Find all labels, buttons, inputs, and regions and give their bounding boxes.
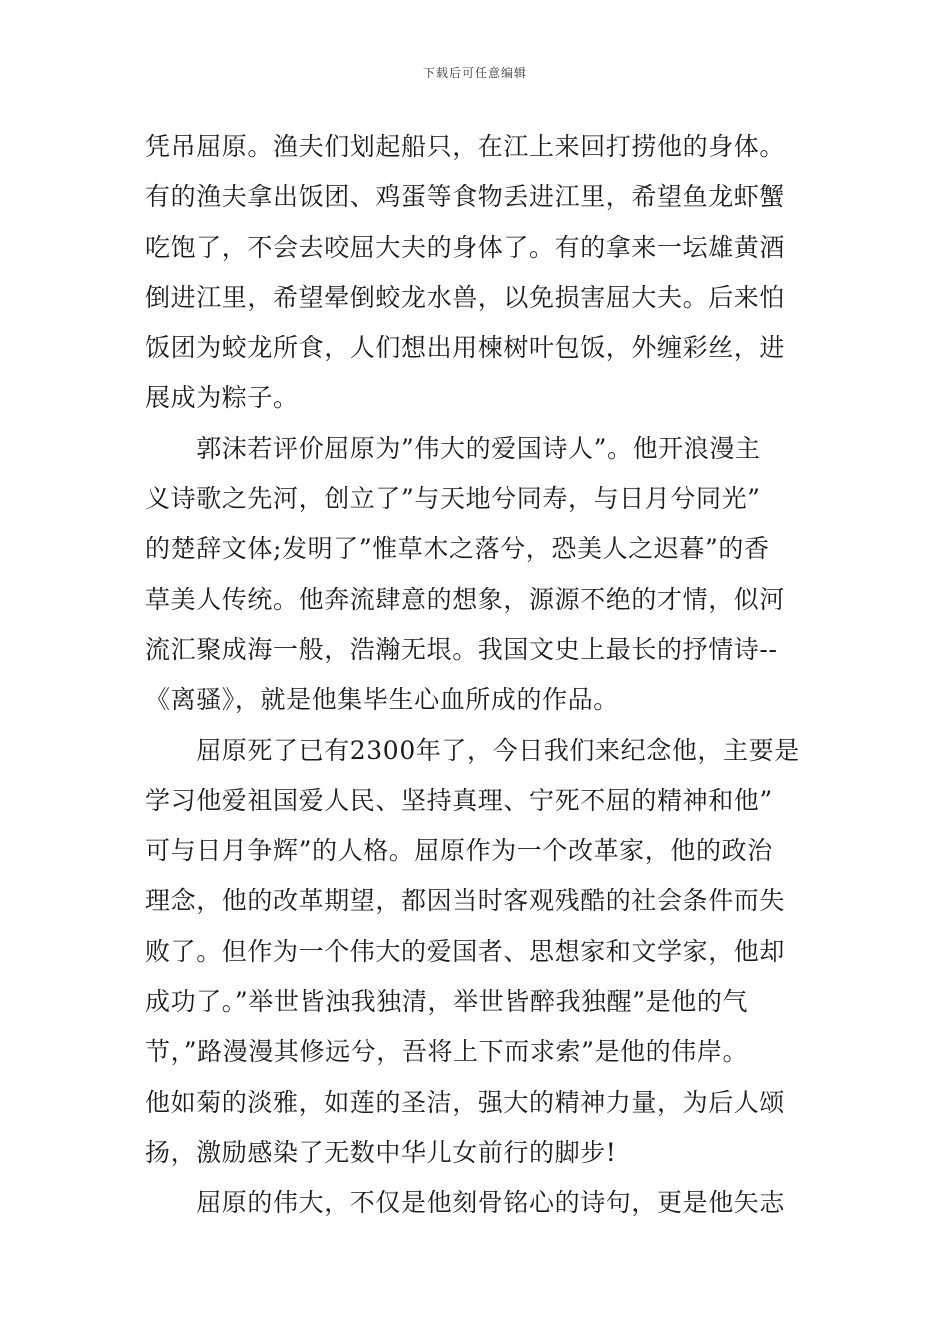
body-text — [145, 122, 807, 1229]
text-line: 学习他爱祖国爱人民、坚持真理、宁死不屈的精神和他” — [145, 785, 773, 815]
text-line: 可与日月争辉”的人格。屈原作为一个改革家，他的政治 — [145, 836, 773, 866]
text-line: 理念，他的改革期望，都因当时客观残酷的社会条件而失 — [145, 886, 786, 916]
text-line: 流汇聚成海一般，浩瀚无垠。我国文史上最长的抒情诗-- — [145, 634, 778, 664]
text-line: 郭沫若评价屈原为”伟大的爱国诗人”。他开浪漫主 — [145, 433, 761, 463]
header-note: 下载后可任意编辑 — [422, 66, 527, 80]
text-line: 的楚辞文体;发明了”惟草木之落兮，恐美人之迟暮”的香 — [145, 534, 770, 564]
text-line: 有的渔夫拿出饭团、鸡蛋等食物丢进江里，希望鱼龙虾蟹 — [145, 182, 786, 212]
text-line: 展成为粽子。 — [145, 383, 299, 413]
text-line: 扬，激励感染了无数中华儿女前行的脚步! — [145, 1137, 617, 1167]
text-line: 节，”路漫漫其修远兮，吾将上下而求索”是他的伟岸。 — [145, 1037, 749, 1067]
text-line: 饭团为蛟龙所食，人们想出用楝树叶包饭，外缠彩丝，进 — [145, 333, 786, 363]
text-line: 倒进江里，希望晕倒蛟龙水兽，以免损害屈大夫。后来怕 — [145, 282, 786, 312]
text-line: 草美人传统。他奔流肆意的想象，源源不绝的才情，似河 — [145, 584, 786, 614]
text-line: 成功了。”举世皆浊我独清，举世皆醉我独醒”是他的气 — [145, 987, 749, 1017]
text-line: 屈原的伟大，不仅是他刻骨铭心的诗句，更是他矢志 — [145, 1188, 786, 1218]
text-line: 《离骚》，就是他集毕生心血所成的作品。 — [145, 685, 619, 715]
text-line: 屈原死了已有2300年了，今日我们来纪念他，主要是 — [145, 735, 800, 765]
text-line: 他如菊的淡雅，如莲的圣洁，强大的精神力量，为后人颂 — [145, 1087, 786, 1117]
text-line: 义诗歌之先河，创立了”与天地兮同寿，与日月兮同光” — [145, 484, 761, 514]
text-line: 败了。但作为一个伟大的爱国者、思想家和文学家，他却 — [145, 936, 786, 966]
text-line: 凭吊屈原。渔夫们划起船只，在江上来回打捞他的身体。 — [145, 132, 786, 161]
text-line: 吃饱了，不会去咬屈大夫的身体了。有的拿来一坛雄黄酒 — [145, 232, 786, 262]
